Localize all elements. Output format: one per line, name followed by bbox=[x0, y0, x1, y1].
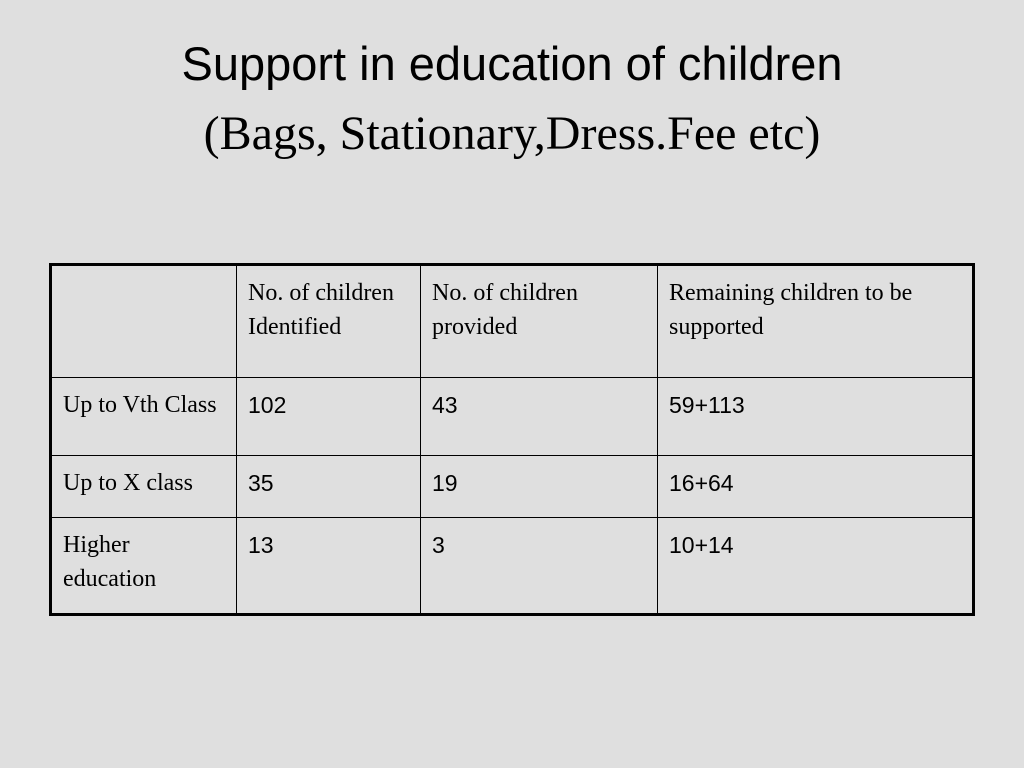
row-label: Up to Vth Class bbox=[51, 378, 237, 456]
cell-remaining: 10+14 bbox=[658, 518, 974, 615]
slide-subtitle: (Bags, Stationary,Dress.Fee etc) bbox=[203, 107, 821, 160]
cell-remaining: 16+64 bbox=[658, 456, 974, 518]
cell-identified: 102 bbox=[237, 378, 421, 456]
cell-remaining: 59+113 bbox=[658, 378, 974, 456]
row-label: Higher education bbox=[51, 518, 237, 615]
header-cell-identified: No. of children Identified bbox=[237, 265, 421, 378]
cell-provided: 3 bbox=[421, 518, 658, 615]
cell-identified: 13 bbox=[237, 518, 421, 615]
cell-identified: 35 bbox=[237, 456, 421, 518]
table-row bbox=[51, 518, 974, 615]
header-cell-empty bbox=[51, 265, 237, 378]
row-label: Up to X class bbox=[51, 456, 237, 518]
header-cell-provided: No. of children provided bbox=[421, 265, 658, 378]
table-row bbox=[51, 456, 974, 518]
cell-provided: 43 bbox=[421, 378, 658, 456]
table-row bbox=[51, 378, 974, 456]
slide-title: Support in education of children bbox=[181, 37, 843, 90]
table-header-row bbox=[51, 265, 974, 378]
education-support-table bbox=[49, 263, 975, 616]
cell-provided: 19 bbox=[421, 456, 658, 518]
header-cell-remaining: Remaining children to be supported bbox=[658, 265, 974, 378]
